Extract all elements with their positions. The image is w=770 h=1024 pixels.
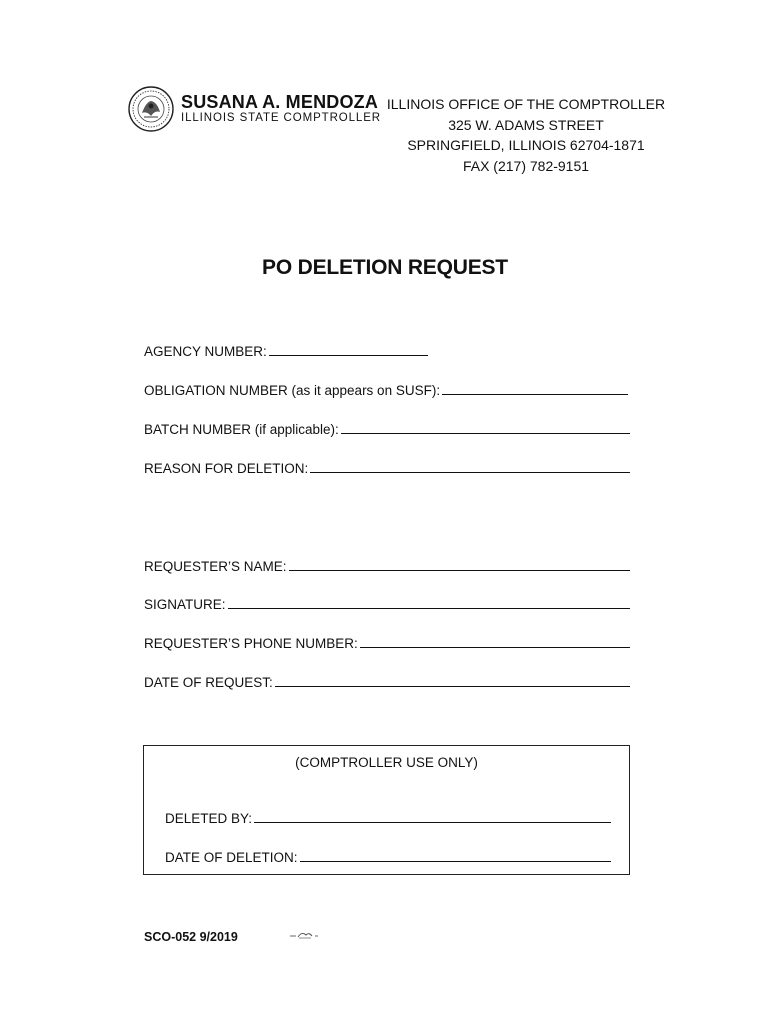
deleted-by-label: DELETED BY:: [165, 811, 253, 826]
phone-label: REQUESTER’S PHONE NUMBER:: [144, 636, 358, 651]
deleted-by-line[interactable]: [254, 822, 611, 823]
agency-number-field[interactable]: [144, 341, 428, 359]
union-bug-icon: [288, 928, 320, 942]
obligation-number-line[interactable]: [442, 394, 628, 395]
date-of-deletion-field[interactable]: [165, 847, 611, 865]
signature-label: SIGNATURE:: [144, 597, 226, 612]
date-of-request-field[interactable]: [144, 672, 630, 690]
reason-field[interactable]: [144, 458, 630, 476]
date-of-deletion-line[interactable]: [300, 861, 611, 862]
batch-number-field[interactable]: [144, 419, 630, 437]
date-of-deletion-label: DATE OF DELETION:: [165, 850, 298, 865]
form-title: PO DELETION REQUEST: [262, 256, 508, 279]
office-street: 325 W. ADAMS STREET: [448, 116, 604, 133]
comptroller-use-title: (COMPTROLLER USE ONLY): [295, 755, 478, 770]
batch-number-line[interactable]: [341, 433, 630, 434]
comptroller-use-box: [143, 745, 630, 875]
phone-field[interactable]: [144, 633, 630, 651]
signature-line[interactable]: [228, 608, 630, 609]
signature-field[interactable]: [144, 594, 630, 612]
agency-number-label: AGENCY NUMBER:: [144, 344, 267, 359]
obligation-number-label: OBLIGATION NUMBER (as it appears on SUSF):: [144, 383, 441, 398]
state-seal-icon: [128, 86, 174, 132]
date-of-request-line[interactable]: [275, 686, 630, 687]
brand-name: SUSANA A. MENDOZA: [181, 92, 379, 112]
requester-name-label: REQUESTER’S NAME:: [144, 559, 287, 574]
reason-label: REASON FOR DELETION:: [144, 461, 309, 476]
requester-name-line[interactable]: [289, 570, 630, 571]
date-of-request-label: DATE OF REQUEST:: [144, 675, 273, 690]
office-city: SPRINGFIELD, ILLINOIS 62704-1871: [407, 137, 645, 153]
agency-number-line[interactable]: [269, 355, 428, 356]
office-name: ILLINOIS OFFICE OF THE COMPTROLLER: [386, 96, 666, 112]
deleted-by-field[interactable]: [165, 808, 611, 826]
obligation-number-field[interactable]: [144, 380, 628, 398]
phone-line[interactable]: [360, 647, 630, 648]
brand-title: ILLINOIS STATE COMPTROLLER: [181, 112, 381, 124]
reason-line[interactable]: [310, 472, 630, 473]
office-address: [380, 94, 672, 176]
requester-name-field[interactable]: [144, 556, 630, 574]
form-code: SCO-052 9/2019: [144, 930, 238, 944]
batch-number-label: BATCH NUMBER (if applicable):: [144, 422, 339, 437]
office-fax: FAX (217) 782-9151: [462, 157, 590, 174]
